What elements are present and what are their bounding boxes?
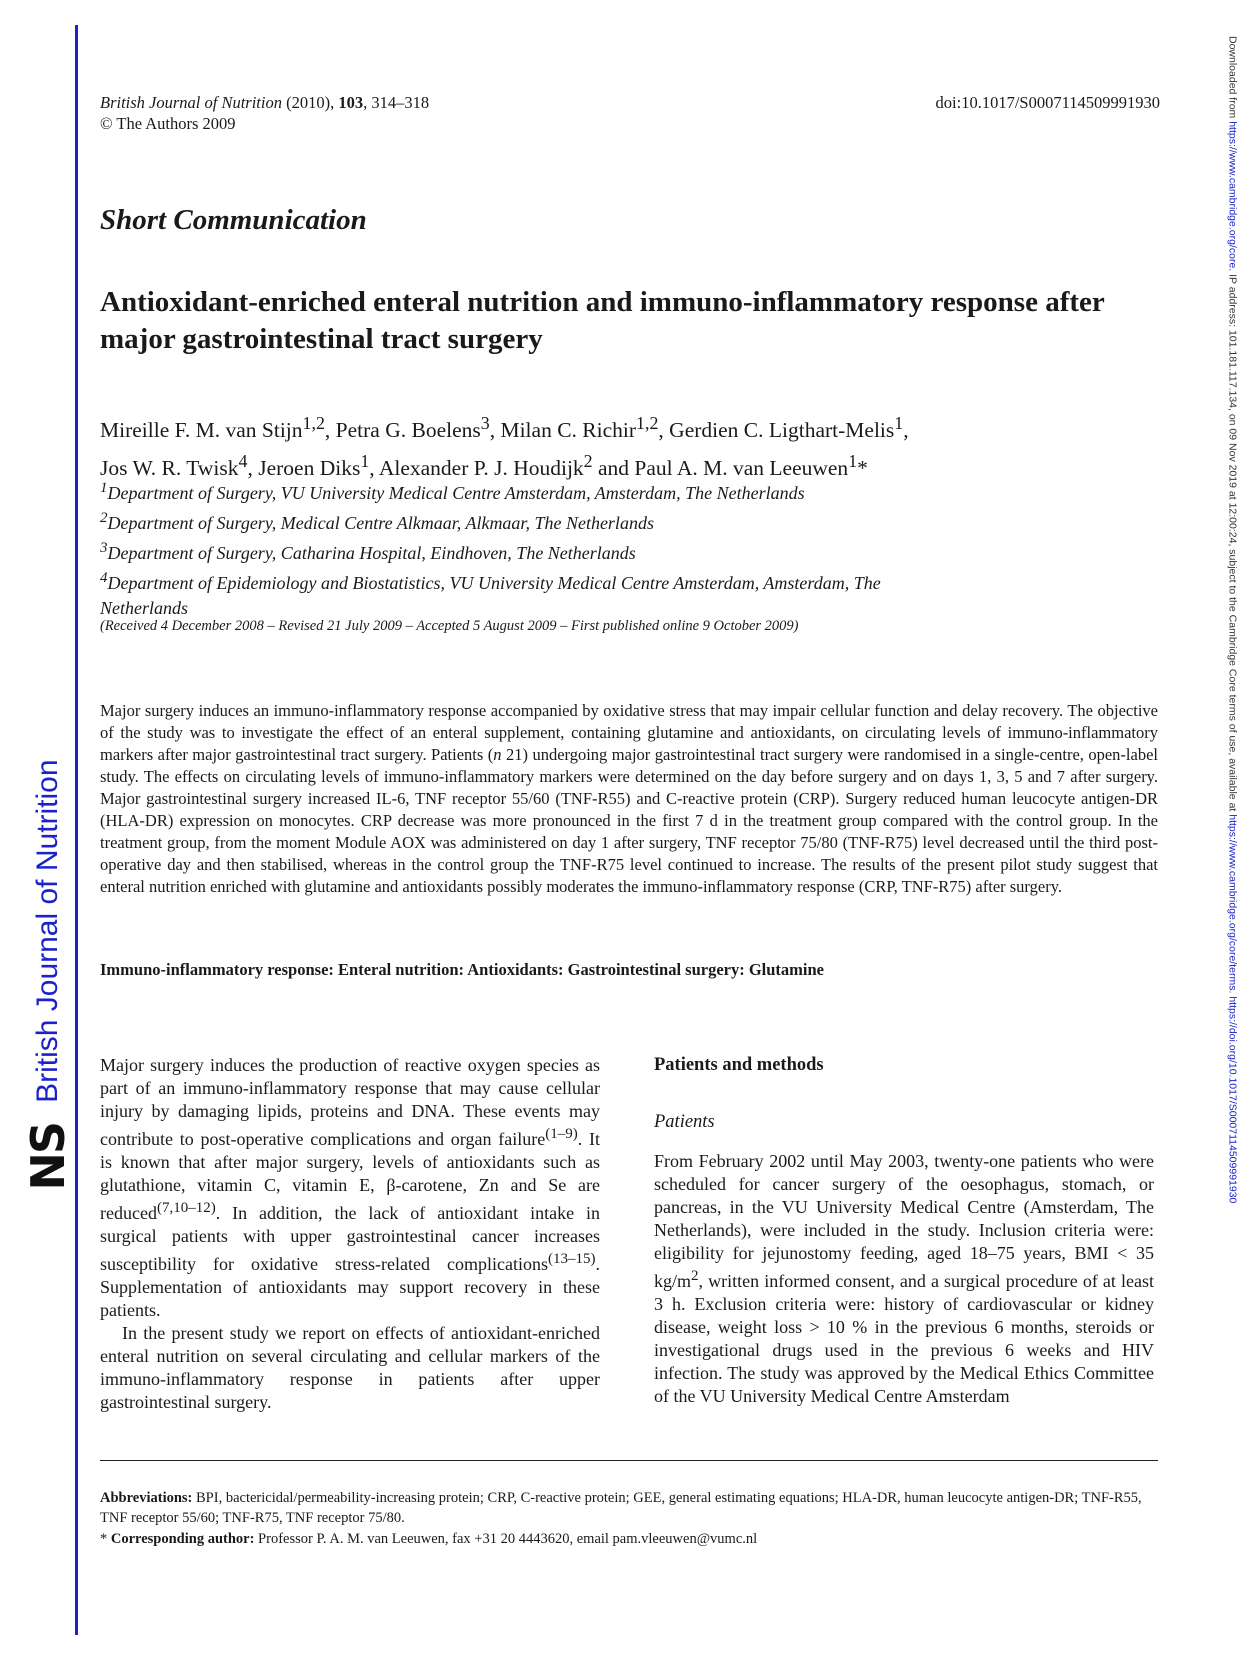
journal-name: British Journal of Nutrition (100, 93, 282, 112)
ns-logo: NS (21, 1122, 75, 1191)
affiliations (100, 476, 1160, 621)
publication-dates: (Received 4 December 2008 – Revised 21 July 2009 – Accepted 5 August 2009 – First published online 9 October 2009) (100, 618, 799, 634)
citation-ref: (1–9) (545, 1126, 578, 1142)
doi-link[interactable]: https://doi.org/10.1017/S0007114509991930 (1226, 996, 1239, 1204)
keywords: Immuno-inflammatory response: Enteral nutrition: Antioxidants: Gastrointestinal surgery: Glutamine (100, 960, 825, 979)
sidebar-journal-name: British Journal of Nutrition (31, 759, 64, 1103)
citation-ref: (7,10–12) (156, 1200, 216, 1216)
journal-sidebar-label (21, 759, 75, 1190)
cambridge-core-link[interactable]: https://www.cambridge.org/core (1226, 121, 1239, 269)
footnote-rule (100, 1460, 1158, 1461)
author-list (100, 408, 1160, 484)
author: Paul A. M. van Leeuwen$^1$* (634, 451, 868, 481)
paragraph: In the present study we report on effects of antioxidant-enriched enteral nutrition on several circulating and cellular markers of the immuno-inflammatory response in patients after upper gastrointestinal surgery. (100, 1323, 600, 1412)
paragraph: Major surgery induces the production of reactive oxygen species as part of an immuno-inflammatory response that may cause cellular injury by damaging lipids, proteins and DNA. These events may contribute to post-operative complications and organ failure$^{(1-9)}$. It is known that after major surgery, levels of antioxidants such as glutathione, vitamin C, vitamin E, β-carotene, Zn and Se are reduced$^{(7,10-12)}$. In addition, the lack of antioxidant intake in surgical patients with upper gastrointestinal cancer increases susceptibility for oxidative stress-related complications$^{(13-15)}$. Supplementation of antioxidants may support recovery in these patients. (100, 1055, 600, 1320)
subsection-heading: Patients (654, 1112, 715, 1132)
affiliation: $^2$Department of Surgery, Medical Centre Alkmaar, Alkmaar, The Netherlands (100, 510, 654, 533)
author: Alexander P. J. Houdijk$^2$ and (378, 451, 635, 481)
affiliation: $^4$Department of Epidemiology and Biostatistics, VU University Medical Centre Amsterdam, Amsterdam, The Netherlands (100, 570, 881, 618)
doi: doi:10.1017/S0007114509991930 (935, 93, 1160, 112)
footnotes (100, 1489, 1158, 1552)
download-notice: Downloaded from https://www.cambridge.org/core. IP address: 101.181.117.134, on 09 Nov 2019 at 12:00:24, subject to the Cambridge Core terms of use, available at https://www.cambridge.org/core/terms. https://doi.org/10.1017/S0007114509991930 (1226, 36, 1239, 1204)
affiliation: $^1$Department of Surgery, VU University Medical Centre Amsterdam, Amsterdam, The Netherlands (100, 480, 805, 503)
section-label: Short Communication (100, 204, 367, 236)
citation-ref: (13–15) (548, 1251, 596, 1267)
article-title: Antioxidant-enriched enteral nutrition and immuno-inflammatory response after major gastrointestinal tract surgery (100, 286, 1105, 355)
abbreviations-footnote: Abbreviations: BPI, bactericidal/permeability-increasing protein; CRP, C-reactive protein; GEE, general estimating equations; HLA-DR, human leucocyte antigen-DR; TNF-R55, TNF receptor 55/60; TNF-R75, TNF receptor 75/80. (100, 1490, 1142, 1526)
body-column-left (100, 1054, 600, 1414)
citation-block: British Journal of Nutrition (2010), 103, 314–318 © The Authors 2009 (100, 93, 430, 133)
left-margin-rule (75, 25, 78, 1635)
affiliation: $^3$Department of Surgery, Catharina Hospital, Eindhoven, The Netherlands (100, 540, 636, 563)
copyright: © The Authors 2009 (100, 114, 236, 133)
volume: 103 (338, 93, 364, 112)
terms-link[interactable]: https://www.cambridge.org/core/terms (1226, 814, 1239, 991)
author: Jeroen Diks$^1$, (258, 451, 379, 481)
author: Gerdien C. Ligthart-Melis$^1$, (669, 413, 909, 443)
author: Mireille F. M. van Stijn$^{1,2}$, (100, 413, 336, 443)
author: Milan C. Richir$^{1,2}$, (500, 413, 670, 443)
body-column-right (654, 1054, 1154, 1408)
section-heading: Patients and methods (654, 1055, 824, 1075)
author: Jos W. R. Twisk$^4$, (100, 451, 259, 481)
corresponding-author-footnote: * Corresponding author: Professor P. A. M. van Leeuwen, fax +31 20 4443620, email pam.vleeuwen@vumc.nl (100, 1531, 758, 1547)
abstract: Major surgery induces an immuno-inflammatory response accompanied by oxidative stress that may impair cellular function and delay recovery. The objective of the study was to investigate the effect of an enteral supplement, containing glutamine and antioxidants, on circulating levels of immuno-inflammatory markers after major gastrointestinal tract surgery. Patients (n 21) undergoing major gastrointestinal tract surgery were randomised in a single-centre, open-label study. The effects on circulating levels of immuno-inflammatory markers were determined on the day before surgery and on days 1, 3, 5 and 7 after surgery. Major gastrointestinal surgery increased IL-6, TNF receptor 55/60 (TNF-R55) and C-reactive protein (CRP). Surgery reduced human leucocyte antigen-DR (HLA-DR) expression on monocytes. CRP decrease was more pronounced in the first 7 d in the treatment group compared with the control group. In the treatment group, from the moment Module AOX was administered on day 1 after surgery, TNF receptor 75/80 (TNF-R75) level decreased until the third post-operative day and then stabilised, whereas in the control group the TNF-R75 level continued to increase. The results of the present pilot study suggest that enteral nutrition enriched with glutamine and antioxidants possibly moderates the immuno-inflammatory response (CRP, TNF-R75) after surgery. (100, 701, 1158, 896)
paragraph: From February 2002 until May 2003, twenty-one patients who were scheduled for cancer surgery of the oesophagus, stomach, or pancreas, in the VU University Medical Centre (Amsterdam, The Netherlands), were included in the study. Inclusion criteria were: eligibility for jejunostomy feeding, aged 18–75 years, BMI < 35 $kg/m^2$, written informed consent, and a surgical procedure of at least 3 h. Exclusion criteria were: history of cardiovascular or kidney disease, weight loss > 10 % in the previous 6 months, steroids or investigational drugs used in the previous 6 weeks and HIV infection. The study was approved by the Medical Ethics Committee of the VU University Medical Centre Amsterdam (654, 1151, 1154, 1406)
author: Petra G. Boelens$^3$, (335, 413, 501, 443)
